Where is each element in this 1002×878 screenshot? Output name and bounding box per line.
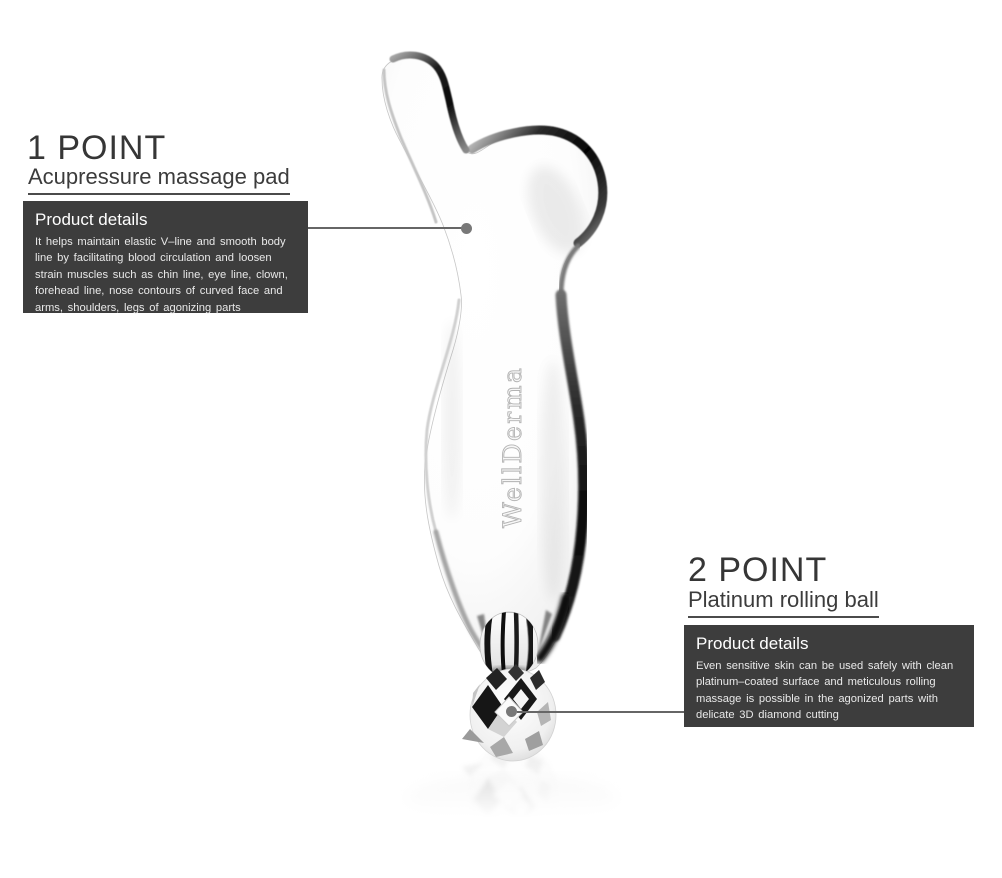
point-2-details-line: massage is possible in the agonized parts with <box>696 692 938 705</box>
point-1-details-line: It helps maintain elastic V–line and smooth body <box>35 235 286 248</box>
point-1-details-line: line by facilitating blood circulation and loosen <box>35 252 272 265</box>
point-2-details-line: platinum–coated surface and meticulous rolling <box>696 676 936 689</box>
point-1-subtitle: Acupressure massage pad <box>28 165 290 195</box>
point-2-subtitle: Platinum rolling ball <box>688 588 879 618</box>
device-body <box>382 55 604 674</box>
point-1-details-panel <box>23 201 308 313</box>
point-1-title: 1 POINT <box>27 129 167 167</box>
point-2-callout-dot <box>506 706 517 717</box>
point-1-callout-dot <box>461 223 472 234</box>
point-1-section <box>27 131 166 165</box>
point-2-title: 2 POINT <box>688 551 828 589</box>
point-1-details-line: arms, shoulders, legs of agonizing parts <box>35 301 241 314</box>
point-1-details-title: Product details <box>35 210 148 229</box>
point-2-details-line: delicate 3D diamond cutting <box>696 709 839 722</box>
point-2-callout-line <box>517 711 684 713</box>
brand-engraving: WellDerma <box>498 365 527 528</box>
point-1-callout-line <box>308 227 462 229</box>
point-1-details-line: forehead line, nose contours of curved face and <box>35 285 283 298</box>
device-reflection <box>380 745 650 855</box>
point-2-details-line: Even sensitive skin can be used safely with clean <box>696 659 954 672</box>
point-1-details-line: strain muscles such as chin line, eye line, clown, <box>35 268 288 281</box>
point-2-details-title: Product details <box>696 634 809 653</box>
point-2-section <box>688 553 827 587</box>
point-2-details-panel <box>684 625 974 727</box>
